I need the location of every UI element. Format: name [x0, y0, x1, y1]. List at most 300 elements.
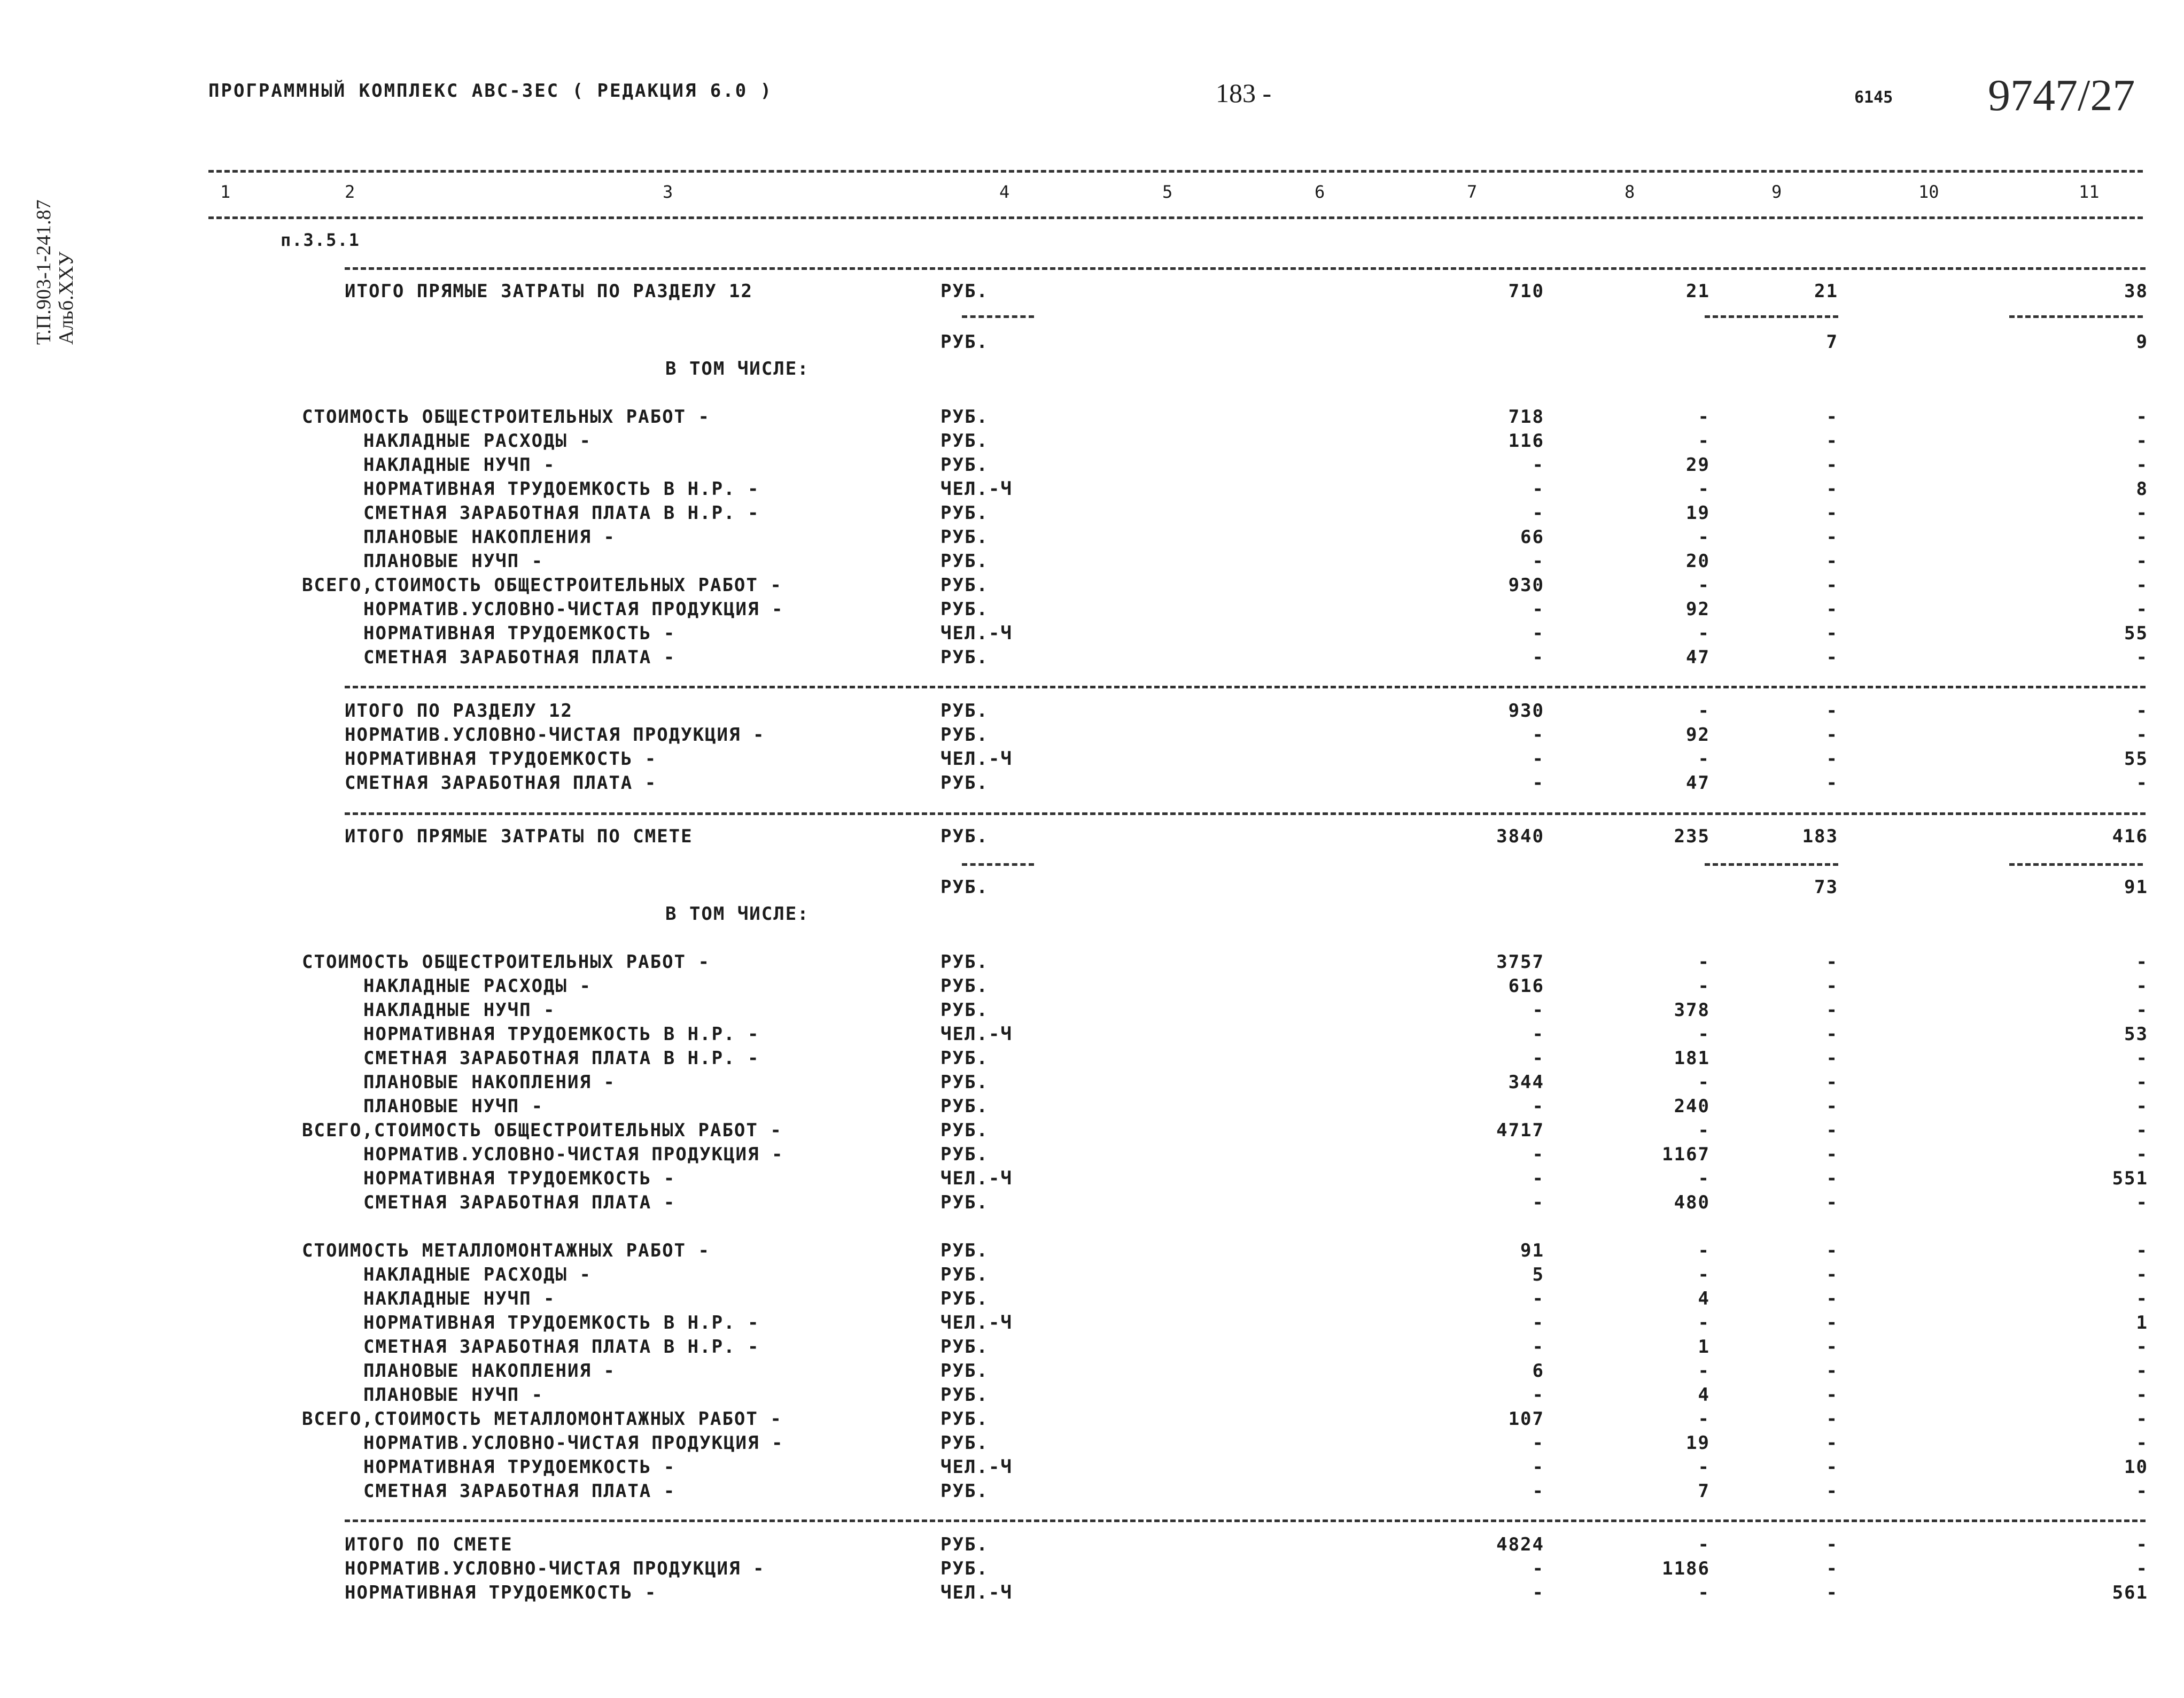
row-label: СМЕТНАЯ ЗАРАБОТНАЯ ПЛАТА -	[363, 1480, 676, 1502]
row-unit: РУБ.	[941, 1432, 989, 1454]
row-col11-value: -	[2136, 975, 2148, 997]
row-label: ИТОГО ПРЯМЫЕ ЗАТРАТЫ ПО СМЕТЕ	[345, 826, 693, 847]
row-col9-value: -	[1826, 1312, 1838, 1333]
side-caption-line2: Альб.XXУ	[55, 251, 77, 345]
table-row	[0, 430, 2184, 455]
dashed-separator	[962, 315, 1034, 318]
row-col11-value: -	[2136, 1480, 2148, 1502]
row-unit: РУБ.	[941, 1048, 989, 1069]
row-col11-value: -	[2136, 1432, 2148, 1454]
row-col8-value: 1167	[1662, 1144, 1710, 1165]
row-col11-value: -	[2136, 1558, 2148, 1579]
row-col9-value: -	[1826, 1024, 1838, 1045]
row-col8-value: 7	[1698, 1480, 1710, 1502]
row-unit: РУБ.	[941, 1558, 989, 1579]
table-row	[0, 1144, 2184, 1168]
table-row	[0, 575, 2184, 599]
row-label: НАКЛАДНЫЕ РАСХОДЫ -	[363, 975, 592, 997]
row-cost-total: -	[1532, 748, 1544, 770]
row-cost-total: -	[1532, 454, 1544, 476]
row-col11-value: -	[2136, 1360, 2148, 1382]
row-col9-value: -	[1826, 1048, 1838, 1069]
row-cost-total: -	[1532, 1456, 1544, 1478]
dashed-separator	[345, 686, 2146, 688]
row-unit: РУБ.	[941, 1534, 989, 1555]
row-col9-value: -	[1826, 1456, 1838, 1478]
table-row	[0, 1048, 2184, 1072]
table-top-rule	[208, 170, 2143, 173]
row-col11-value: -	[2136, 700, 2148, 722]
row-cost-total: -	[1532, 1582, 1544, 1603]
table-row	[0, 1024, 2184, 1048]
table-row	[0, 1480, 2184, 1505]
row-label: НОРМАТИВ.УСЛОВНО-ЧИСТАЯ ПРОДУКЦИЯ -	[363, 599, 784, 620]
row-cost-total: -	[1532, 1384, 1544, 1406]
row-col9-value: 183	[1802, 826, 1838, 847]
row-unit: РУБ.	[941, 877, 989, 898]
row-cost-total: 4717	[1496, 1120, 1544, 1141]
row-col11-value: -	[2136, 1534, 2148, 1555]
row-col8-value: -	[1698, 975, 1710, 997]
row-col11-value: -	[2136, 526, 2148, 548]
dashed-separator	[345, 1519, 2146, 1522]
row-col8-value: 47	[1686, 772, 1710, 794]
table-row	[0, 999, 2184, 1024]
row-col8-value: -	[1698, 478, 1710, 500]
row-col11-value: -	[2136, 1384, 2148, 1406]
row-unit: ЧЕЛ.-Ч	[941, 478, 1013, 500]
row-col11-value: -	[2136, 951, 2148, 973]
row-unit: РУБ.	[941, 1336, 989, 1358]
row-unit: ЧЕЛ.-Ч	[941, 1168, 1013, 1189]
table-row	[0, 599, 2184, 623]
row-col9-value: -	[1826, 1408, 1838, 1430]
row-label: НОРМАТИВНАЯ ТРУДОЕМКОСТЬ В Н.Р. -	[363, 1024, 760, 1045]
table-row	[0, 975, 2184, 1000]
row-col9-value: -	[1826, 1264, 1838, 1285]
row-cost-total: 6	[1532, 1360, 1544, 1382]
row-col9-value: -	[1826, 1480, 1838, 1502]
table-row	[0, 647, 2184, 671]
table-row	[0, 1360, 2184, 1385]
row-col8-value: 19	[1686, 1432, 1710, 1454]
dashed-separator	[1705, 863, 1838, 866]
row-label: СТОИМОСТЬ МЕТАЛЛОМОНТАЖНЫХ РАБОТ -	[302, 1240, 710, 1261]
row-label: НАКЛАДНЫЕ НУЧП -	[363, 454, 556, 476]
row-col11-value: -	[2136, 1408, 2148, 1430]
table-row	[0, 826, 2184, 850]
row-col11-value: -	[2136, 1096, 2148, 1117]
row-cost-total: 930	[1508, 575, 1544, 596]
row-cost-total: -	[1532, 772, 1544, 794]
row-col8-value: 378	[1674, 999, 1710, 1021]
row-unit: РУБ.	[941, 1120, 989, 1141]
row-col8-value: 19	[1686, 502, 1710, 524]
row-col9-value: -	[1826, 724, 1838, 746]
row-label: СМЕТНАЯ ЗАРАБОТНАЯ ПЛАТА В Н.Р. -	[363, 1336, 760, 1358]
dashed-separator	[2009, 315, 2143, 318]
table-row	[0, 1558, 2184, 1583]
table-row	[0, 1408, 2184, 1433]
row-cost-total: 344	[1508, 1072, 1544, 1093]
row-col11-value: -	[2136, 575, 2148, 596]
table-row	[0, 877, 2184, 901]
row-col11-value: 416	[2112, 826, 2148, 847]
row-unit: РУБ.	[941, 951, 989, 973]
row-unit: РУБ.	[941, 647, 989, 668]
row-unit: РУБ.	[941, 331, 989, 353]
row-col11-value: 551	[2112, 1168, 2148, 1189]
row-col8-value: 92	[1686, 724, 1710, 746]
row-col9-value: 21	[1814, 281, 1838, 302]
row-cost-total: -	[1532, 1432, 1544, 1454]
row-col8-value: -	[1698, 1024, 1710, 1045]
row-col8-value: -	[1698, 1456, 1710, 1478]
row-cost-total: 616	[1508, 975, 1544, 997]
row-col8-value: 4	[1698, 1384, 1710, 1406]
row-col9-value: -	[1826, 575, 1838, 596]
row-col11-value: 55	[2124, 748, 2148, 770]
row-col8-value: 21	[1686, 281, 1710, 302]
column-number: 9	[1771, 182, 1782, 202]
table-row	[0, 724, 2184, 749]
row-col9-value: -	[1826, 478, 1838, 500]
row-unit: РУБ.	[941, 1408, 989, 1430]
row-col8-value: -	[1698, 406, 1710, 428]
row-col8-value: 47	[1686, 647, 1710, 668]
row-unit: РУБ.	[941, 1096, 989, 1117]
row-col11-value: -	[2136, 999, 2148, 1021]
page-number: 183 -	[1216, 78, 1272, 108]
row-label: ИТОГО ПРЯМЫЕ ЗАТРАТЫ ПО РАЗДЕЛУ 12	[345, 281, 753, 302]
row-unit: РУБ.	[941, 502, 989, 524]
row-col11-value: -	[2136, 647, 2148, 668]
row-label: ПЛАНОВЫЕ НУЧП -	[363, 1384, 544, 1406]
row-label: НОРМАТИВНАЯ ТРУДОЕМКОСТЬ -	[363, 1168, 676, 1189]
side-caption	[32, 99, 75, 345]
row-col8-value: -	[1698, 951, 1710, 973]
row-label: В ТОМ ЧИСЛЕ:	[665, 358, 810, 379]
row-cost-total: 66	[1520, 526, 1544, 548]
row-label: НОРМАТИВ.УСЛОВНО-ЧИСТАЯ ПРОДУКЦИЯ -	[363, 1432, 784, 1454]
row-unit: РУБ.	[941, 1192, 989, 1213]
row-col11-value: -	[2136, 1048, 2148, 1069]
row-unit: РУБ.	[941, 1144, 989, 1165]
row-col11-value: -	[2136, 454, 2148, 476]
table-row	[0, 903, 2184, 928]
table-row	[0, 454, 2184, 479]
table-row	[0, 1168, 2184, 1192]
row-label: СТОИМОСТЬ ОБЩЕСТРОИТЕЛЬНЫХ РАБОТ -	[302, 951, 710, 973]
column-number: 5	[1162, 182, 1173, 202]
row-col8-value: 92	[1686, 599, 1710, 620]
row-col9-value: -	[1826, 1144, 1838, 1165]
column-header-rule	[208, 216, 2143, 219]
row-col8-value: -	[1698, 748, 1710, 770]
table-row	[0, 772, 2184, 797]
row-col9-value: -	[1826, 1192, 1838, 1213]
column-number: 1	[220, 182, 231, 202]
row-col8-value: 1	[1698, 1336, 1710, 1358]
row-col8-value: 240	[1674, 1096, 1710, 1117]
row-unit: РУБ.	[941, 430, 989, 452]
table-row	[0, 1264, 2184, 1289]
table-row	[0, 406, 2184, 431]
row-col9-value: -	[1826, 748, 1838, 770]
row-col8-value: 29	[1686, 454, 1710, 476]
row-col8-value: 1186	[1662, 1558, 1710, 1579]
row-col11-value: -	[2136, 1072, 2148, 1093]
side-caption-line1: Т.П.903-1-241.87	[33, 199, 55, 345]
row-col11-value: -	[2136, 1264, 2148, 1285]
dashed-separator	[2009, 863, 2143, 866]
column-number: 3	[663, 182, 673, 202]
row-unit: ЧЕЛ.-Ч	[941, 748, 1013, 770]
row-col8-value: 20	[1686, 551, 1710, 572]
row-col8-value: 4	[1698, 1288, 1710, 1309]
row-col8-value: -	[1698, 1240, 1710, 1261]
row-label: НОРМАТИВНАЯ ТРУДОЕМКОСТЬ -	[345, 748, 657, 770]
table-row	[0, 331, 2184, 356]
row-unit: РУБ.	[941, 1264, 989, 1285]
row-cost-total: 718	[1508, 406, 1544, 428]
row-label: НОРМАТИВНАЯ ТРУДОЕМКОСТЬ -	[363, 1456, 676, 1478]
row-label: НОРМАТИВНАЯ ТРУДОЕМКОСТЬ -	[363, 623, 676, 644]
column-number: 4	[999, 182, 1010, 202]
column-number: 7	[1467, 182, 1478, 202]
row-col8-value: -	[1698, 1264, 1710, 1285]
row-cost-total: 3757	[1496, 951, 1544, 973]
row-label: НОРМАТИВ.УСЛОВНО-ЧИСТАЯ ПРОДУКЦИЯ -	[363, 1144, 784, 1165]
row-cost-total: -	[1532, 1048, 1544, 1069]
table-row	[0, 1096, 2184, 1120]
row-col9-value: -	[1826, 406, 1838, 428]
row-unit: РУБ.	[941, 599, 989, 620]
row-unit: РУБ.	[941, 772, 989, 794]
table-row	[0, 1336, 2184, 1361]
row-col8-value: -	[1698, 1534, 1710, 1555]
row-col9-value: -	[1826, 700, 1838, 722]
row-col11-value: 8	[2136, 478, 2148, 500]
row-col8-value: -	[1698, 1312, 1710, 1333]
row-col11-value: -	[2136, 1120, 2148, 1141]
row-unit: РУБ.	[941, 1072, 989, 1093]
row-col9-value: -	[1826, 526, 1838, 548]
row-label: СТОИМОСТЬ ОБЩЕСТРОИТЕЛЬНЫХ РАБОТ -	[302, 406, 710, 428]
row-col9-value: -	[1826, 772, 1838, 794]
row-col9-value: -	[1826, 454, 1838, 476]
row-col8-value: -	[1698, 430, 1710, 452]
row-col9-value: -	[1826, 1558, 1838, 1579]
row-cost-total: -	[1532, 623, 1544, 644]
row-col11-value: -	[2136, 772, 2148, 794]
row-col9-value: -	[1826, 551, 1838, 572]
table-row	[0, 1192, 2184, 1216]
row-unit: РУБ.	[941, 1240, 989, 1261]
row-unit: РУБ.	[941, 1288, 989, 1309]
row-label: СМЕТНАЯ ЗАРАБОТНАЯ ПЛАТА -	[363, 647, 676, 668]
row-col11-value: 53	[2124, 1024, 2148, 1045]
document-code: 6145	[1854, 88, 1893, 107]
row-unit: РУБ.	[941, 454, 989, 476]
table-row	[0, 623, 2184, 647]
row-unit: ЧЕЛ.-Ч	[941, 1024, 1013, 1045]
row-col9-value: -	[1826, 1096, 1838, 1117]
row-unit: РУБ.	[941, 975, 989, 997]
row-cost-total: 107	[1508, 1408, 1544, 1430]
row-cost-total: -	[1532, 1024, 1544, 1045]
row-cost-total: 5	[1532, 1264, 1544, 1285]
row-cost-total: -	[1532, 647, 1544, 668]
row-col8-value: 235	[1674, 826, 1710, 847]
row-col9-value: -	[1826, 1168, 1838, 1189]
row-label: НОРМАТИВНАЯ ТРУДОЕМКОСТЬ В Н.Р. -	[363, 1312, 760, 1333]
table-row	[0, 1432, 2184, 1457]
row-cost-total: -	[1532, 1192, 1544, 1213]
row-cost-total: 91	[1520, 1240, 1544, 1261]
row-col8-value: -	[1698, 1408, 1710, 1430]
row-col9-value: -	[1826, 430, 1838, 452]
row-col11-value: 1	[2136, 1312, 2148, 1333]
row-unit: РУБ.	[941, 999, 989, 1021]
row-label: СМЕТНАЯ ЗАРАБОТНАЯ ПЛАТА -	[363, 1192, 676, 1213]
row-col11-value: -	[2136, 1144, 2148, 1165]
row-unit: ЧЕЛ.-Ч	[941, 1312, 1013, 1333]
row-col8-value: -	[1698, 700, 1710, 722]
row-cost-total: -	[1532, 999, 1544, 1021]
row-col8-value: -	[1698, 575, 1710, 596]
row-label: НОРМАТИВ.УСЛОВНО-ЧИСТАЯ ПРОДУКЦИЯ -	[345, 724, 765, 746]
dashed-separator	[345, 812, 2146, 815]
table-row	[0, 526, 2184, 551]
row-col9-value: -	[1826, 951, 1838, 973]
row-col8-value: 181	[1674, 1048, 1710, 1069]
table-row	[0, 1582, 2184, 1607]
row-col9-value: -	[1826, 999, 1838, 1021]
row-unit: РУБ.	[941, 700, 989, 722]
row-col11-value: 38	[2124, 281, 2148, 302]
row-unit: РУБ.	[941, 1480, 989, 1502]
row-col11-value: -	[2136, 502, 2148, 524]
row-col8-value: -	[1698, 1072, 1710, 1093]
row-col11-value: 55	[2124, 623, 2148, 644]
row-cost-total: -	[1532, 1144, 1544, 1165]
row-label: НАКЛАДНЫЕ РАСХОДЫ -	[363, 1264, 592, 1285]
row-cost-total: -	[1532, 1480, 1544, 1502]
dashed-separator	[1705, 315, 1838, 318]
row-label: ИТОГО ПО РАЗДЕЛУ 12	[345, 700, 573, 722]
row-col9-value: -	[1826, 975, 1838, 997]
table-row	[0, 1240, 2184, 1265]
row-label: ПЛАНОВЫЕ НАКОПЛЕНИЯ -	[363, 1360, 616, 1382]
row-col9-value: -	[1826, 1240, 1838, 1261]
column-number: 10	[1918, 182, 1939, 202]
row-col9-value: -	[1826, 1120, 1838, 1141]
row-label: НОРМАТИВ.УСЛОВНО-ЧИСТАЯ ПРОДУКЦИЯ -	[345, 1558, 765, 1579]
table-row	[0, 1456, 2184, 1481]
row-col9-value: -	[1826, 1384, 1838, 1406]
row-col9-value: -	[1826, 647, 1838, 668]
row-unit: РУБ.	[941, 724, 989, 746]
row-cost-total: -	[1532, 1288, 1544, 1309]
row-unit: ЧЕЛ.-Ч	[941, 623, 1013, 644]
row-col11-value: -	[2136, 551, 2148, 572]
row-col9-value: 7	[1826, 331, 1838, 353]
table-row	[0, 1312, 2184, 1337]
row-unit: РУБ.	[941, 1360, 989, 1382]
row-cost-total: 3840	[1496, 826, 1544, 847]
row-unit: ЧЕЛ.-Ч	[941, 1582, 1013, 1603]
row-label: СМЕТНАЯ ЗАРАБОТНАЯ ПЛАТА В Н.Р. -	[363, 502, 760, 524]
dashed-separator	[962, 863, 1034, 866]
row-label: ИТОГО ПО СМЕТЕ	[345, 1534, 513, 1555]
table-row	[0, 478, 2184, 503]
row-cost-total: -	[1532, 599, 1544, 620]
row-cost-total: -	[1532, 724, 1544, 746]
row-unit: РУБ.	[941, 575, 989, 596]
table-row	[0, 1120, 2184, 1144]
row-label: ПЛАНОВЫЕ НУЧП -	[363, 1096, 544, 1117]
table-row	[0, 748, 2184, 773]
table-row	[0, 281, 2184, 305]
section-ref	[0, 230, 2184, 254]
row-col11-value: -	[2136, 406, 2148, 428]
row-col8-value: -	[1698, 623, 1710, 644]
row-col9-value: -	[1826, 1336, 1838, 1358]
row-cost-total: -	[1532, 1336, 1544, 1358]
row-label: СМЕТНАЯ ЗАРАБОТНАЯ ПЛАТА В Н.Р. -	[363, 1048, 760, 1069]
row-cost-total: 4824	[1496, 1534, 1544, 1555]
row-col9-value: -	[1826, 1072, 1838, 1093]
row-label: ПЛАНОВЫЕ НУЧП -	[363, 551, 544, 572]
table-row	[0, 1384, 2184, 1409]
row-unit: ЧЕЛ.-Ч	[941, 1456, 1013, 1478]
row-label: ПЛАНОВЫЕ НАКОПЛЕНИЯ -	[363, 1072, 616, 1093]
row-label: НАКЛАДНЫЕ НУЧП -	[363, 999, 556, 1021]
row-col11-value: -	[2136, 1336, 2148, 1358]
row-col11-value: -	[2136, 1240, 2148, 1261]
table-row	[0, 358, 2184, 383]
row-cost-total: -	[1532, 502, 1544, 524]
row-cost-total: -	[1532, 1312, 1544, 1333]
column-number: 2	[345, 182, 355, 202]
table-row	[0, 551, 2184, 575]
row-label: НАКЛАДНЫЕ РАСХОДЫ -	[363, 430, 592, 452]
row-col9-value: -	[1826, 1288, 1838, 1309]
row-label: СМЕТНАЯ ЗАРАБОТНАЯ ПЛАТА -	[345, 772, 657, 794]
row-cost-total: -	[1532, 551, 1544, 572]
table-row	[0, 700, 2184, 725]
row-label: НАКЛАДНЫЕ НУЧП -	[363, 1288, 556, 1309]
program-header: ПРОГРАММНЫЙ КОМПЛЕКС АВС-3ЕС ( РЕДАКЦИЯ 6.0 )	[208, 80, 773, 102]
row-unit: РУБ.	[941, 826, 989, 847]
row-col9-value: -	[1826, 502, 1838, 524]
row-label: ПЛАНОВЫЕ НАКОПЛЕНИЯ -	[363, 526, 616, 548]
row-col9-value: -	[1826, 1534, 1838, 1555]
row-col11-value: 91	[2124, 877, 2148, 898]
table-row	[0, 1072, 2184, 1096]
row-col8-value: -	[1698, 1360, 1710, 1382]
row-col11-value: -	[2136, 1288, 2148, 1309]
row-col9-value: -	[1826, 599, 1838, 620]
table-row	[0, 951, 2184, 976]
row-col8-value: -	[1698, 1168, 1710, 1189]
column-number: 8	[1625, 182, 1635, 202]
dashed-separator	[345, 267, 2146, 270]
row-label: НОРМАТИВНАЯ ТРУДОЕМКОСТЬ -	[345, 1582, 657, 1603]
row-col8-value: -	[1698, 1582, 1710, 1603]
row-cost-total: 930	[1508, 700, 1544, 722]
